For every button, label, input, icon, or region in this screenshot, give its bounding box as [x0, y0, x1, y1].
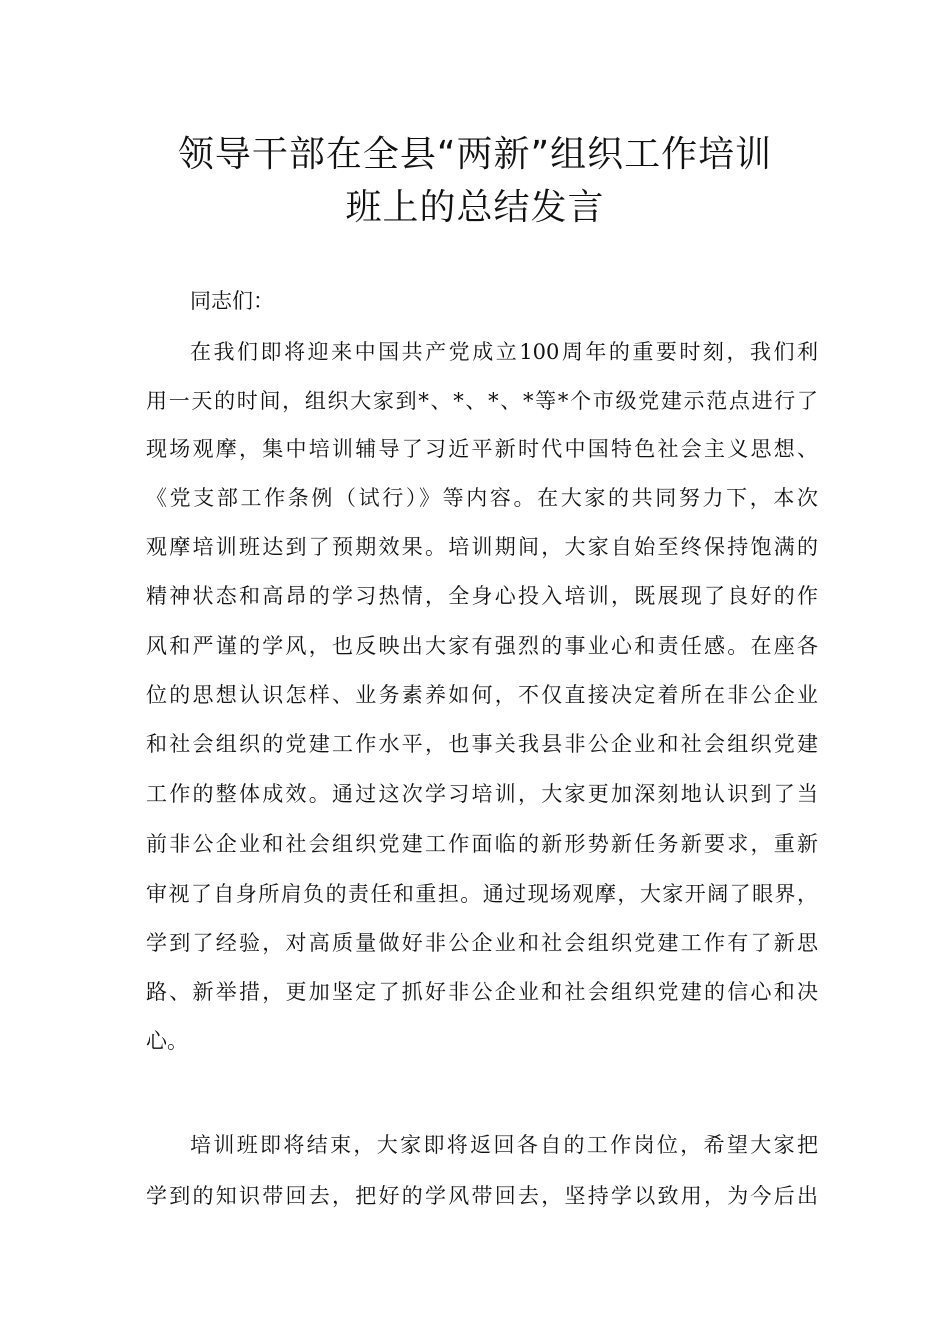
paragraph-1-line: 用一天的时间，组织大家到*、*、*、*等*个市级党建示范点进行了: [146, 389, 818, 413]
paragraph-1-line: 和社会组织的党建工作水平，也事关我县非公企业和社会组织党建: [146, 732, 818, 756]
paragraph-1-line: 审视了自身所肩负的责任和重担。通过现场观摩，大家开阔了眼界，: [146, 882, 818, 906]
paragraph-2-line: 培训班即将结束，大家即将返回各自的工作岗位，希望大家把: [190, 1133, 818, 1157]
paragraph-1-line: 路、新举措，更加坚定了抓好非公企业和社会组织党建的信心和决: [146, 980, 818, 1004]
paragraph-1-line: 学到了经验，对高质量做好非公企业和社会组织党建工作有了新思: [146, 931, 818, 955]
salutation: 同志们：: [190, 289, 274, 313]
paragraph-1-line: 风和严谨的学风，也反映出大家有强烈的事业心和责任感。在座各: [146, 634, 818, 658]
paragraph-1-line: 心。: [146, 1029, 188, 1053]
title-line-1: 领导干部在全县“两新”组织工作培训: [177, 134, 773, 175]
title-line-2: 班上的总结发言: [345, 187, 605, 228]
document-title: [100, 128, 850, 234]
paragraph-1-line: 在我们即将迎来中国共产党成立100周年的重要时刻，我们利: [190, 340, 818, 364]
paragraph-1-line: 前非公企业和社会组织党建工作面临的新形势新任务新要求，重新: [146, 832, 818, 856]
paragraph-1-line: 观摩培训班达到了预期效果。培训期间，大家自始至终保持饱满的: [146, 535, 818, 559]
paragraph-2-line: 学到的知识带回去，把好的学风带回去，坚持学以致用，为今后出: [146, 1184, 818, 1208]
paragraph-1-line: 精神状态和高昂的学习热情，全身心投入培训，既展现了良好的作: [146, 584, 818, 608]
paragraph-1-line: 《党支部工作条例（试行）》等内容。在大家的共同努力下，本次: [146, 486, 818, 510]
paragraph-1-line: 现场观摩，集中培训辅导了习近平新时代中国特色社会主义思想、: [146, 437, 818, 461]
paragraph-1-line: 位的思想认识怎样、业务素养如何，不仅直接决定着所在非公企业: [146, 683, 818, 707]
paragraph-1-line: 工作的整体成效。通过这次学习培训，大家更加深刻地认识到了当: [146, 782, 818, 806]
